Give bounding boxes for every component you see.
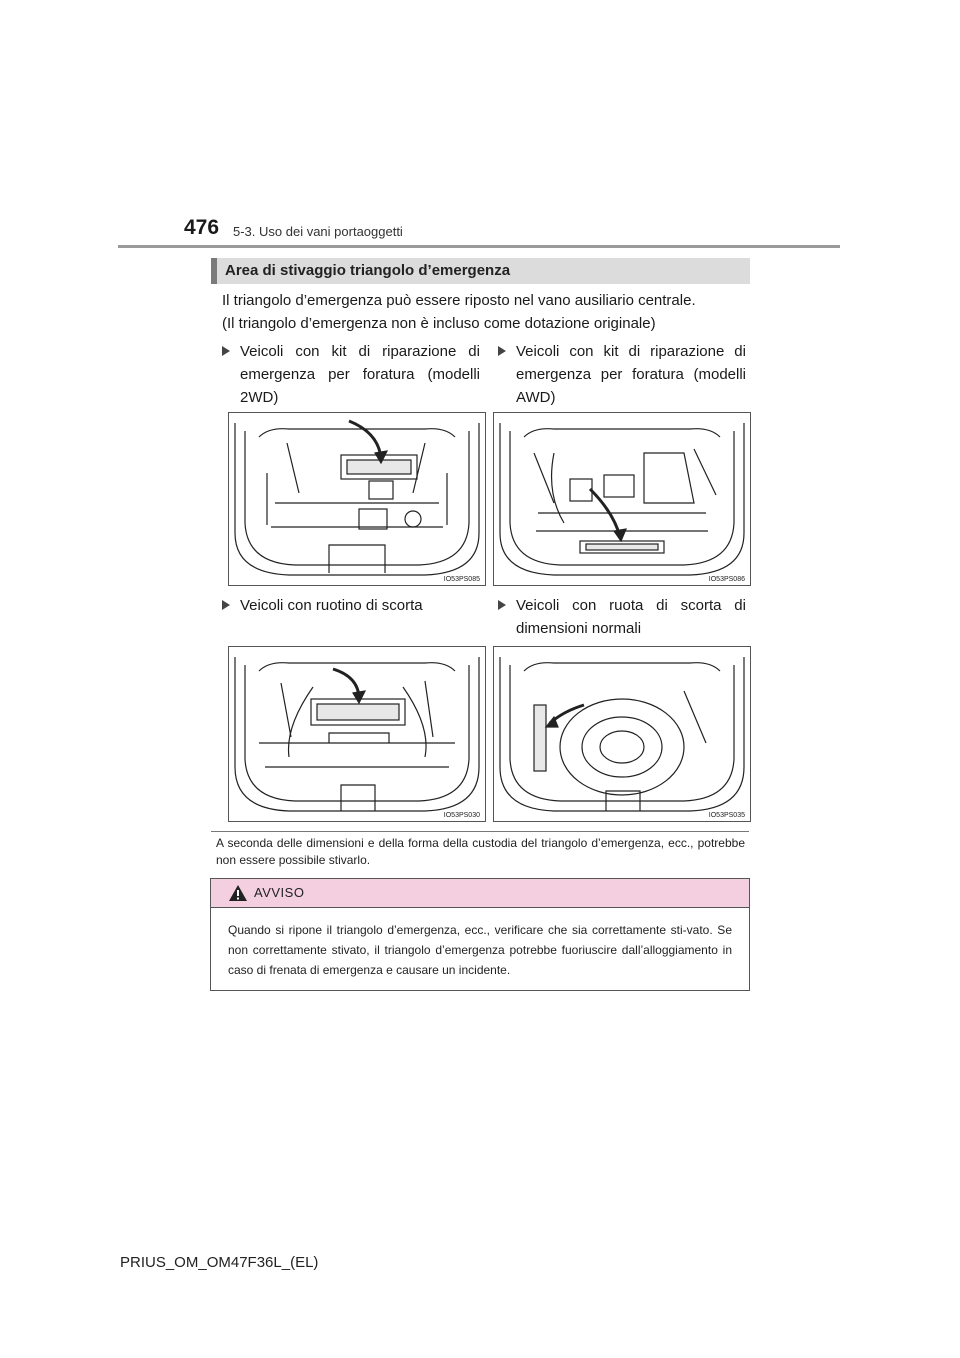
bullet-item — [222, 340, 480, 409]
warning-body: Quando si ripone il triangolo d’emergenza, ecc., verificare che sia correttamente sti-vato. Se non correttamente stivato, il triangolo d’emergenza potrebbe fuoriuscire dall’alloggiamento in caso di frenata di emergenza e causare un incidente. — [228, 923, 732, 977]
warning-title: AVVISO — [254, 885, 305, 900]
trunk-illustration — [494, 647, 750, 821]
bullet-text: Veicoli con ruotino di scorta — [240, 597, 423, 614]
figure-code: IO53PS030 — [443, 812, 480, 819]
bullet-text: Veicoli con kit di riparazione di emergenza per foratura (modelli AWD) — [516, 343, 746, 406]
page-number: 476 — [184, 216, 220, 239]
intro-text — [222, 289, 696, 335]
subheading-title: Area di stivaggio triangolo d’emergenza — [225, 262, 511, 279]
trunk-illustration — [494, 413, 750, 585]
figure-trunk-2wd — [228, 412, 486, 586]
bullet-text: Veicoli con ruota di scorta di dimensioni normali — [516, 597, 746, 637]
triangle-bullet-icon — [498, 346, 506, 356]
triangle-bullet-icon — [498, 600, 506, 610]
bullet-item — [498, 594, 746, 640]
triangle-bullet-icon — [222, 600, 230, 610]
trunk-illustration — [229, 413, 485, 585]
note-divider — [211, 831, 749, 832]
bullet-item — [498, 340, 746, 409]
warning-header — [211, 879, 749, 908]
figure-code: IO53PS035 — [708, 812, 745, 819]
section-title: 5-3. Uso dei vani portaoggetti — [233, 224, 403, 239]
note-text: A seconda delle dimensioni e della forma della custodia del triangolo d’emergenza, ecc., potrebbe non essere possibile stivarlo. — [216, 836, 745, 867]
figure-code: IO53PS086 — [708, 576, 745, 583]
intro-line-1: Il triangolo d’emergenza può essere riposto nel vano ausiliario centrale. — [222, 292, 696, 309]
triangle-bullet-icon — [222, 346, 230, 356]
figure-code: IO53PS085 — [443, 576, 480, 583]
subheading-box — [211, 258, 750, 284]
subheading-accent-bar — [211, 258, 217, 284]
bullet-text: Veicoli con kit di riparazione di emergenza per foratura (modelli 2WD) — [240, 343, 480, 406]
figure-trunk-awd — [493, 412, 751, 586]
trunk-illustration — [229, 647, 485, 821]
bullet-item — [222, 594, 480, 617]
warning-box — [210, 878, 750, 991]
header-divider — [118, 245, 840, 248]
intro-line-2: (Il triangolo d’emergenza non è incluso come dotazione originale) — [222, 315, 656, 332]
warning-triangle-icon — [228, 884, 248, 902]
figure-trunk-compact-spare — [228, 646, 486, 822]
document-id-footer: PRIUS_OM_OM47F36L_(EL) — [120, 1254, 319, 1271]
figure-trunk-fullsize-spare — [493, 646, 751, 822]
